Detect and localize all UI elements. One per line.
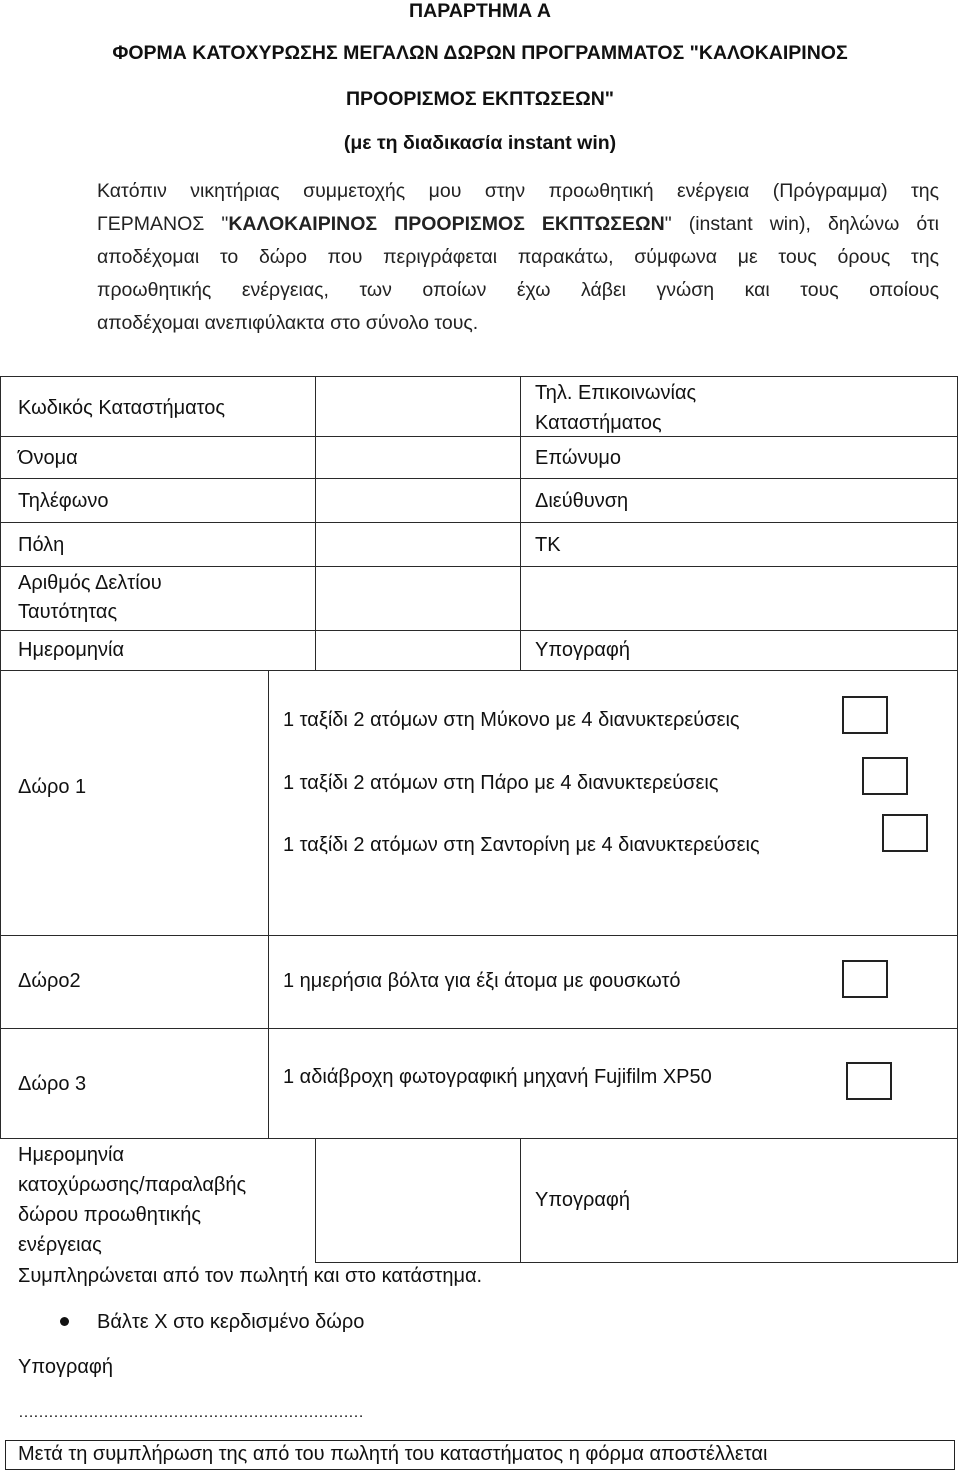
declaration-line-2 xyxy=(97,208,939,241)
details-table-border xyxy=(0,376,958,377)
details-table-border xyxy=(0,522,958,523)
form-title-line-1: ΦΟΡΜΑ ΚΑΤΟΧΥΡΩΣΗΣ ΜΕΓΑΛΩΝ ΔΩΡΩΝ ΠΡΟΓΡΑΜΜΑΤΟΣ "ΚΑΛΟΚΑΙΡΙΝΟΣ xyxy=(112,42,848,64)
gift-1-paros-checkbox[interactable] xyxy=(862,757,908,795)
declaration-line-2-suffix: " (instant win), δηλώνω ότι xyxy=(664,213,940,235)
gift-1-option-mykonos: 1 ταξίδι 2 ατόμων στη Μύκονο με 4 διανυκτερεύσεις xyxy=(283,709,740,731)
gift-3-checkbox[interactable] xyxy=(846,1062,892,1100)
id-number-label-2: Ταυτότητας xyxy=(18,601,118,623)
gifts-table-border xyxy=(957,670,958,1138)
gift-1-option-santorini: 1 ταξίδι 2 ατόμων στη Σαντορίνη με 4 διανυκτερεύσεις xyxy=(283,834,760,856)
claim-date-label-1: Ημερομηνία xyxy=(18,1144,125,1166)
details-table-border xyxy=(0,478,958,479)
store-phone-label-2: Καταστήματος xyxy=(535,412,662,434)
details-table-border xyxy=(0,436,958,437)
address-label: Διεύθυνση xyxy=(535,490,629,512)
claim-table-border xyxy=(520,1138,521,1263)
gift-1-label: Δώρο 1 xyxy=(18,776,87,798)
details-table-border xyxy=(315,376,316,670)
signature-label: Υπογραφή xyxy=(535,639,631,661)
details-table-border xyxy=(957,376,958,670)
filled-by-note: Συμπληρώνεται από τον πωλητή και στο κατάστημα. xyxy=(18,1265,483,1287)
gifts-table-border xyxy=(0,1138,958,1139)
details-table-border xyxy=(520,376,521,670)
claim-date-label-2: κατοχύρωσης/παραλαβής xyxy=(18,1174,247,1196)
claim-signature-label: Υπογραφή xyxy=(535,1189,631,1211)
declaration-company: ΓΕΡΜΑΝΟΣ " xyxy=(97,213,229,235)
details-table-border xyxy=(0,630,958,631)
claim-date-label-3: δώρου προωθητικής xyxy=(18,1204,202,1226)
gifts-table-border xyxy=(268,670,269,1138)
claim-table-border xyxy=(957,1138,958,1263)
signature-dots: …………………………………………………………… xyxy=(18,1404,363,1421)
last-name-label: Επώνυμο xyxy=(535,447,622,469)
gifts-table-border xyxy=(0,670,1,1138)
declaration-line-5: αποδέχομαι ανεπιφύλακτα στο σύνολο τους. xyxy=(97,312,479,334)
gift-2-option-boat-trip: 1 ημερήσια βόλτα για έξι άτομα με φουσκωτό xyxy=(283,970,681,992)
details-table-border xyxy=(0,376,1,670)
form-subtitle: (με τη διαδικασία instant win) xyxy=(343,132,617,154)
bullet-icon xyxy=(60,1317,69,1326)
gift-3-option-camera: 1 αδιάβροχη φωτογραφική μηχανή Fujifilm XP50 xyxy=(283,1066,712,1088)
annex-title: ΠΑΡΑΡΤΗΜΑ Α xyxy=(409,0,551,22)
declaration-line-3: αποδέχομαι το δώρο που περιγράφεται παρακάτω, σύμφωνα με τους όρους της xyxy=(97,246,939,268)
declaration-line-4: προωθητικής ενέργειας, των οποίων έχω λάβει γνώση και τους οποίους xyxy=(97,279,939,301)
id-number-label-1: Αριθμός Δελτίου xyxy=(18,572,162,594)
footer-signature-label: Υπογραφή xyxy=(18,1356,114,1378)
first-name-label: Όνομα xyxy=(18,447,78,469)
store-code-label: Κωδικός Καταστήματος xyxy=(18,397,226,419)
postal-code-label: ΤΚ xyxy=(535,534,561,556)
claim-table-border xyxy=(315,1138,316,1263)
date-label: Ημερομηνία xyxy=(18,639,125,661)
store-phone-label-1: Τηλ. Επικοινωνίας xyxy=(535,382,697,404)
phone-label: Τηλέφωνο xyxy=(18,490,109,512)
form-title-line-2: ΠΡΟΟΡΙΣΜΟΣ ΕΚΠΤΩΣΕΩΝ" xyxy=(345,88,615,110)
gift-1-santorini-checkbox[interactable] xyxy=(882,814,928,852)
notice-box xyxy=(5,1440,955,1470)
claim-date-label-4: ενέργειας xyxy=(18,1234,102,1256)
declaration-paragraph xyxy=(97,175,939,340)
details-table-border xyxy=(0,566,958,567)
gift-1-mykonos-checkbox[interactable] xyxy=(842,696,888,734)
gifts-table-border xyxy=(0,1028,958,1029)
declaration-program-name: ΚΑΛΟΚΑΙΡΙΝΟΣ ΠΡΟΟΡΙΣΜΟΣ ΕΚΠΤΩΣΕΩΝ xyxy=(228,213,665,235)
gift-3-label: Δώρο 3 xyxy=(18,1073,87,1095)
gift-1-option-paros: 1 ταξίδι 2 ατόμων στη Πάρο με 4 διανυκτερεύσεις xyxy=(283,772,719,794)
bullet-instruction: Βάλτε Χ στο κερδισμένο δώρο xyxy=(97,1311,365,1333)
details-table-border xyxy=(0,670,958,671)
notice-text: Μετά τη συμπλήρωση της από του πωλητή του καταστήματος η φόρμα αποστέλλεται xyxy=(18,1443,768,1465)
gift-2-checkbox[interactable] xyxy=(842,960,888,998)
gifts-table-border xyxy=(0,935,958,936)
city-label: Πόλη xyxy=(18,534,65,556)
gift-2-label: Δώρο2 xyxy=(18,970,81,992)
declaration-line-1: Κατόπιν νικητήριας συμμετοχής μου στην προωθητική ενέργεια (Πρόγραμμα) της xyxy=(97,180,939,202)
